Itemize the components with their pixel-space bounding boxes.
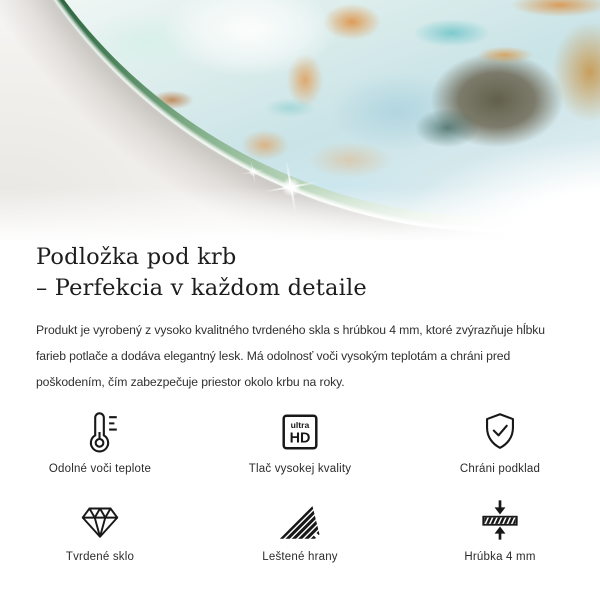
ultra-hd-badge-top: ultra xyxy=(290,420,310,431)
feature-label: Tlač vysokej kvality xyxy=(248,463,352,475)
product-description: Produkt je vyrobený z vysoko kvalitného tvrdeného skla s hrúbkou 4 mm, ktoré zvýrazňuje hĺbku farieb potlače a dodáva elegantný lesk. Má odolnosť voči vysokým teplotám a chráni pred poškodením, čím zabezpečuje priestor okolo krbu na roky. xyxy=(36,323,545,389)
feature-label: Leštené hrany xyxy=(262,551,338,563)
feature-label: Tvrdené sklo xyxy=(65,551,135,563)
thermometer-icon xyxy=(77,409,123,455)
page-title xyxy=(36,242,564,304)
feature-print-quality xyxy=(200,409,400,475)
thickness-icon xyxy=(477,497,523,543)
feature-heat-resistant xyxy=(0,409,200,475)
product-image xyxy=(0,0,600,240)
feature-label: Odolné voči teplote xyxy=(48,463,152,475)
feature-tempered-glass xyxy=(0,497,200,563)
diamond-icon xyxy=(77,497,123,543)
polished-edges-icon xyxy=(277,497,323,543)
feature-protects-surface xyxy=(400,409,600,475)
feature-grid xyxy=(0,409,600,563)
shield-check-icon xyxy=(477,409,523,455)
title-line-2: – Perfekcia v každom detaile xyxy=(36,275,367,301)
ultra-hd-icon xyxy=(277,409,323,455)
ultra-hd-badge-bottom: HD xyxy=(289,430,311,447)
title-line-1: Podložka pod krb xyxy=(36,244,237,270)
product-info-section xyxy=(0,242,600,563)
feature-label: Hrúbka 4 mm xyxy=(464,551,536,563)
feature-label: Chráni podklad xyxy=(459,463,541,475)
feature-thickness xyxy=(400,497,600,563)
feature-polished-edges xyxy=(200,497,400,563)
